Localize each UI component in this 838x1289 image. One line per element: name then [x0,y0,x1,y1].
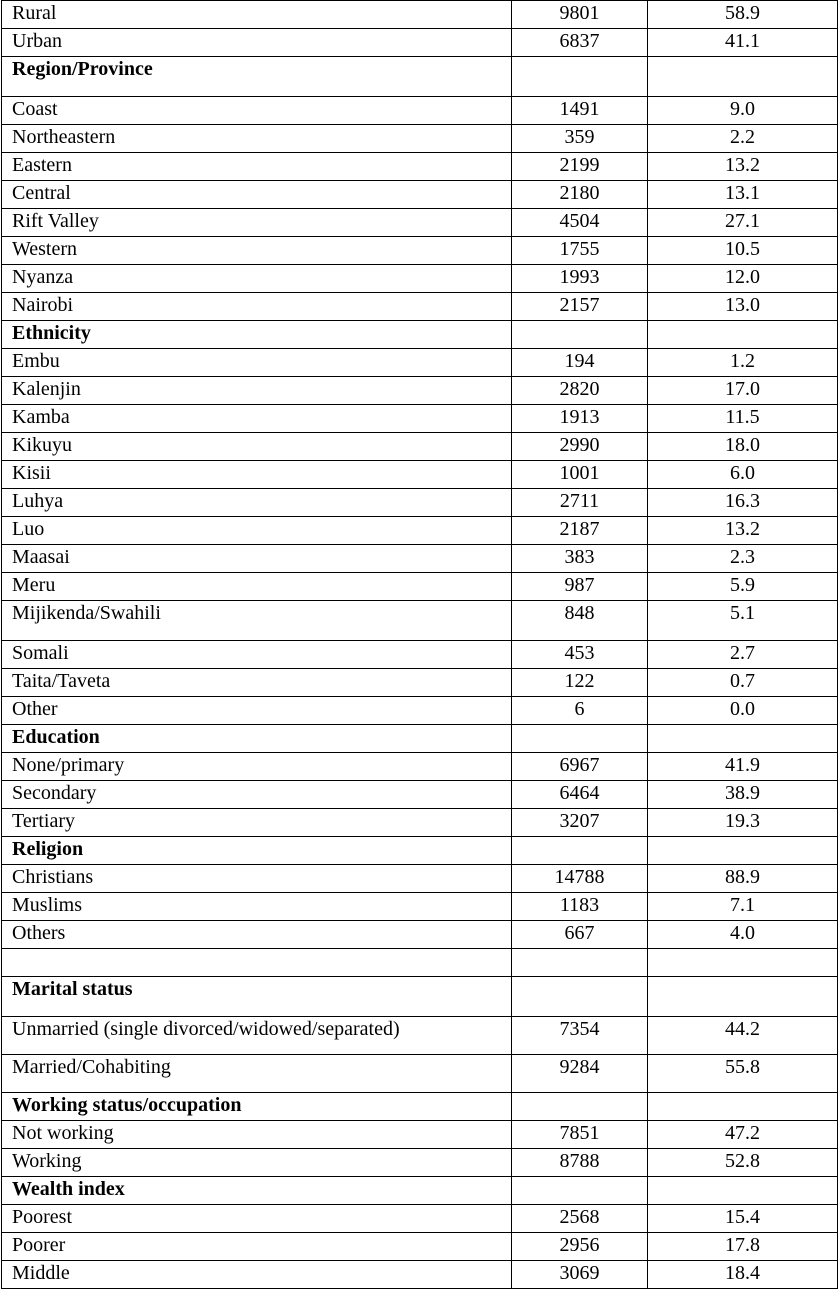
table-row [2,893,838,921]
count-cell: 6967 [512,753,648,781]
percent-cell: 17.8 [648,1233,838,1261]
section-header-row [2,1093,838,1121]
count-cell: 1183 [512,893,648,921]
percent-cell: 88.9 [648,865,838,893]
percent-cell: 16.3 [648,489,838,517]
row-label: Meru [2,573,512,601]
count-cell: 987 [512,573,648,601]
row-label: Other [2,697,512,725]
section-title: Marital status [2,977,512,1017]
count-cell: 122 [512,669,648,697]
percent-cell: 2.7 [648,641,838,669]
count-cell: 2199 [512,153,648,181]
row-label: Working [2,1149,512,1177]
row-label: Northeastern [2,125,512,153]
count-cell [512,949,648,977]
percent-cell [648,837,838,865]
count-cell: 2180 [512,181,648,209]
count-cell: 6464 [512,781,648,809]
table-row [2,921,838,949]
table-row [2,1205,838,1233]
percent-cell: 4.0 [648,921,838,949]
percent-cell: 13.0 [648,293,838,321]
table-row [2,293,838,321]
table-row [2,349,838,377]
section-header-row [2,837,838,865]
row-label: Muslims [2,893,512,921]
count-cell [512,321,648,349]
table-row [2,1,838,29]
table-row [2,1233,838,1261]
percent-cell [648,1093,838,1121]
row-label: Nyanza [2,265,512,293]
row-label: Tertiary [2,809,512,837]
section-title: Ethnicity [2,321,512,349]
count-cell: 3069 [512,1261,648,1289]
percent-cell: 5.9 [648,573,838,601]
table-row [2,949,838,977]
section-title: Education [2,725,512,753]
count-cell [512,725,648,753]
table-row [2,1261,838,1289]
count-cell: 7354 [512,1017,648,1055]
table-row [2,265,838,293]
percent-cell: 27.1 [648,209,838,237]
percent-cell: 52.8 [648,1149,838,1177]
table-row [2,809,838,837]
percent-cell: 18.0 [648,433,838,461]
percent-cell: 47.2 [648,1121,838,1149]
row-label: Eastern [2,153,512,181]
section-header-row [2,321,838,349]
row-label: Poorest [2,1205,512,1233]
percent-cell [648,977,838,1017]
percent-cell: 10.5 [648,237,838,265]
count-cell: 2956 [512,1233,648,1261]
count-cell: 9284 [512,1055,648,1093]
percent-cell: 13.2 [648,153,838,181]
count-cell: 1001 [512,461,648,489]
count-cell: 2820 [512,377,648,405]
table-row [2,1017,838,1055]
percent-cell: 2.2 [648,125,838,153]
count-cell [512,977,648,1017]
row-label: Unmarried (single divorced/widowed/separated) [2,1017,512,1055]
count-cell: 14788 [512,865,648,893]
row-label: Kalenjin [2,377,512,405]
count-cell: 6 [512,697,648,725]
table-row [2,669,838,697]
row-label: Poorer [2,1233,512,1261]
percent-cell: 58.9 [648,1,838,29]
row-label: Secondary [2,781,512,809]
count-cell: 2157 [512,293,648,321]
row-label: Luhya [2,489,512,517]
table-row [2,209,838,237]
percent-cell: 38.9 [648,781,838,809]
row-label: Middle [2,1261,512,1289]
count-cell: 667 [512,921,648,949]
percent-cell [648,949,838,977]
percent-cell: 2.3 [648,545,838,573]
row-label: Christians [2,865,512,893]
count-cell: 3207 [512,809,648,837]
table-row [2,601,838,641]
section-title: Wealth index [2,1177,512,1205]
percent-cell: 18.4 [648,1261,838,1289]
table-row [2,405,838,433]
percent-cell: 0.0 [648,697,838,725]
row-label: Urban [2,29,512,57]
demographics-table [1,0,838,1289]
table-row [2,489,838,517]
section-header-row [2,725,838,753]
percent-cell: 12.0 [648,265,838,293]
count-cell: 4504 [512,209,648,237]
table-row [2,433,838,461]
count-cell: 453 [512,641,648,669]
percent-cell: 11.5 [648,405,838,433]
table-row [2,781,838,809]
count-cell [512,1177,648,1205]
percent-cell: 5.1 [648,601,838,641]
percent-cell: 13.2 [648,517,838,545]
count-cell: 194 [512,349,648,377]
count-cell [512,57,648,97]
count-cell [512,837,648,865]
percent-cell: 19.3 [648,809,838,837]
row-label: Maasai [2,545,512,573]
table-row [2,125,838,153]
table-row [2,1055,838,1093]
table-row [2,697,838,725]
row-label: Rural [2,1,512,29]
row-label: Not working [2,1121,512,1149]
table-row [2,237,838,265]
percent-cell [648,725,838,753]
percent-cell [648,321,838,349]
percent-cell: 6.0 [648,461,838,489]
table-row [2,573,838,601]
count-cell: 9801 [512,1,648,29]
percent-cell: 9.0 [648,97,838,125]
count-cell: 1755 [512,237,648,265]
row-label: Rift Valley [2,209,512,237]
row-label: None/primary [2,753,512,781]
percent-cell [648,57,838,97]
count-cell: 848 [512,601,648,641]
percent-cell: 55.8 [648,1055,838,1093]
row-label: Kikuyu [2,433,512,461]
table-row [2,753,838,781]
count-cell: 2568 [512,1205,648,1233]
table-row [2,1121,838,1149]
section-title: Working status/occupation [2,1093,512,1121]
percent-cell: 0.7 [648,669,838,697]
count-cell: 2187 [512,517,648,545]
section-header-row [2,977,838,1017]
count-cell: 2711 [512,489,648,517]
percent-cell [648,1177,838,1205]
percent-cell: 17.0 [648,377,838,405]
row-label: Kisii [2,461,512,489]
table-row [2,97,838,125]
count-cell: 7851 [512,1121,648,1149]
table-row [2,517,838,545]
row-label: Married/Cohabiting [2,1055,512,1093]
row-label: Mijikenda/Swahili [2,601,512,641]
percent-cell: 15.4 [648,1205,838,1233]
row-label: Coast [2,97,512,125]
table-row [2,377,838,405]
table-row [2,153,838,181]
table-row [2,1149,838,1177]
table-row [2,865,838,893]
percent-cell: 41.1 [648,29,838,57]
row-label: Luo [2,517,512,545]
section-header-row [2,57,838,97]
table-row [2,29,838,57]
row-label: Kamba [2,405,512,433]
count-cell: 1993 [512,265,648,293]
count-cell: 6837 [512,29,648,57]
row-label: Others [2,921,512,949]
section-title: Religion [2,837,512,865]
row-label: Somali [2,641,512,669]
percent-cell: 41.9 [648,753,838,781]
table-body [2,1,838,1289]
count-cell [512,1093,648,1121]
row-label: Nairobi [2,293,512,321]
percent-cell: 44.2 [648,1017,838,1055]
count-cell: 2990 [512,433,648,461]
row-label: Taita/Taveta [2,669,512,697]
row-label [2,949,512,977]
row-label: Embu [2,349,512,377]
section-header-row [2,1177,838,1205]
table-row [2,461,838,489]
percent-cell: 13.1 [648,181,838,209]
percent-cell: 7.1 [648,893,838,921]
count-cell: 359 [512,125,648,153]
row-label: Western [2,237,512,265]
table-row [2,181,838,209]
table-row [2,545,838,573]
count-cell: 1913 [512,405,648,433]
count-cell: 383 [512,545,648,573]
count-cell: 1491 [512,97,648,125]
row-label: Central [2,181,512,209]
section-title: Region/Province [2,57,512,97]
percent-cell: 1.2 [648,349,838,377]
table-row [2,641,838,669]
count-cell: 8788 [512,1149,648,1177]
